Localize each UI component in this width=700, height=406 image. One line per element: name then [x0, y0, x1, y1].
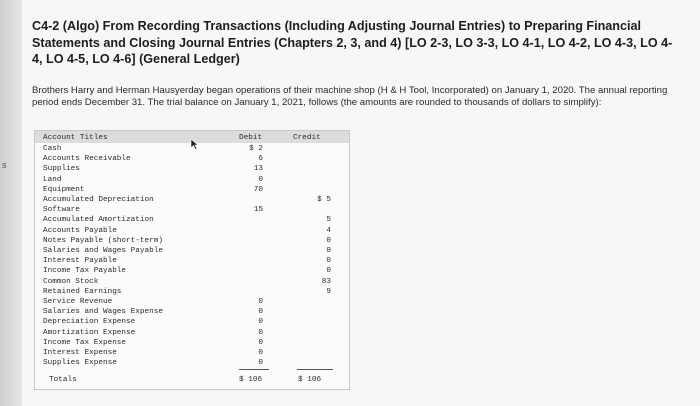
debit-total: $ 106: [239, 376, 263, 385]
debit-sum-rule: [239, 369, 269, 370]
account-title-cell: Retained Earnings: [43, 287, 122, 296]
credit-cell: 0: [326, 257, 331, 266]
credit-cell: 0: [326, 236, 331, 245]
debit-cell: 0: [258, 338, 263, 347]
debit-cell: 0: [258, 359, 263, 368]
problem-intro: Brothers Harry and Herman Hausyerday began operations of their machine shop (H & H Tool, Incorporated) on January 1, 2020. The annual reporting period ends December 31. The trial balance on January 1, 2021, follows (the amounts are rounded to thousands of dollars to simplify):: [32, 85, 668, 108]
left-edge-strip: [0, 0, 22, 406]
debit-cell: 15: [253, 206, 263, 215]
account-title-cell: Income Tax Expense: [43, 338, 127, 347]
account-title-cell: Accounts Payable: [43, 226, 117, 235]
account-title-cell: Notes Payable (short-term): [43, 236, 163, 245]
account-title-cell: Equipment: [43, 185, 85, 194]
credit-cell: 0: [326, 247, 331, 255]
credit-cell: $ 5: [317, 196, 331, 204]
account-title-cell: Amortization Expense: [43, 328, 136, 337]
account-title-cell: Accounts Receivable: [43, 155, 131, 164]
mouse-cursor-icon: [190, 138, 199, 150]
header-account-titles: Account Titles: [43, 134, 108, 142]
account-title-cell: Accumulated Depreciation: [43, 196, 154, 204]
debit-cell: 0: [258, 318, 263, 327]
header-debit: Debit: [239, 134, 263, 142]
account-title-cell: Income Tax Payable: [43, 267, 127, 276]
credit-cell: 9: [326, 287, 331, 296]
account-title-cell: Depreciation Expense: [43, 318, 136, 327]
debit-cell: 0: [258, 175, 263, 184]
account-title-cell: Supplies Expense: [43, 359, 117, 368]
document-page: [22, 0, 700, 406]
debit-cell: 0: [258, 328, 263, 337]
account-title-cell: Land: [43, 175, 62, 184]
account-title-cell: Cash: [43, 145, 62, 153]
edge-mark-text: s: [2, 160, 7, 170]
debit-cell: 70: [253, 185, 263, 194]
account-title-cell: Accumulated Amortization: [43, 216, 154, 225]
credit-total: $ 106: [298, 376, 322, 385]
account-title-cell: Salaries and Wages Expense: [43, 308, 163, 317]
problem-title: C4-2 (Algo) From Recording Transactions (Including Adjusting Journal Entries) to Preparing Financial Statements and Closing Journal Entries (Chapters 2, 3, and 4) [LO 2-3, LO 3-3, LO 4-1, LO 4-2, LO 4-3, LO 4-4, LO 4-5, LO 4-6] (General Ledger): [32, 19, 673, 66]
account-title-cell: Interest Payable: [43, 257, 117, 266]
debit-cell: 0: [258, 349, 263, 357]
account-title-cell: Common Stock: [43, 277, 99, 286]
account-title-cell: Software: [43, 206, 80, 215]
trial-balance-table: [34, 130, 350, 390]
account-title-cell: Interest Expense: [43, 349, 117, 357]
account-title-cell: Service Revenue: [43, 298, 113, 306]
credit-cell: 4: [326, 226, 331, 235]
totals-label: Totals: [49, 376, 77, 385]
credit-cell: 0: [326, 267, 331, 276]
debit-cell: 0: [258, 298, 263, 306]
account-title-cell: Salaries and Wages Payable: [43, 247, 163, 255]
debit-cell: 13: [253, 165, 263, 174]
credit-cell: 5: [326, 216, 331, 225]
account-title-cell: Supplies: [43, 165, 80, 174]
debit-cell: 6: [258, 155, 263, 164]
credit-sum-rule: [297, 369, 333, 370]
debit-cell: $ 2: [249, 145, 263, 153]
debit-cell: 0: [258, 308, 263, 317]
header-credit: Credit: [293, 134, 321, 142]
credit-cell: 83: [321, 277, 331, 286]
